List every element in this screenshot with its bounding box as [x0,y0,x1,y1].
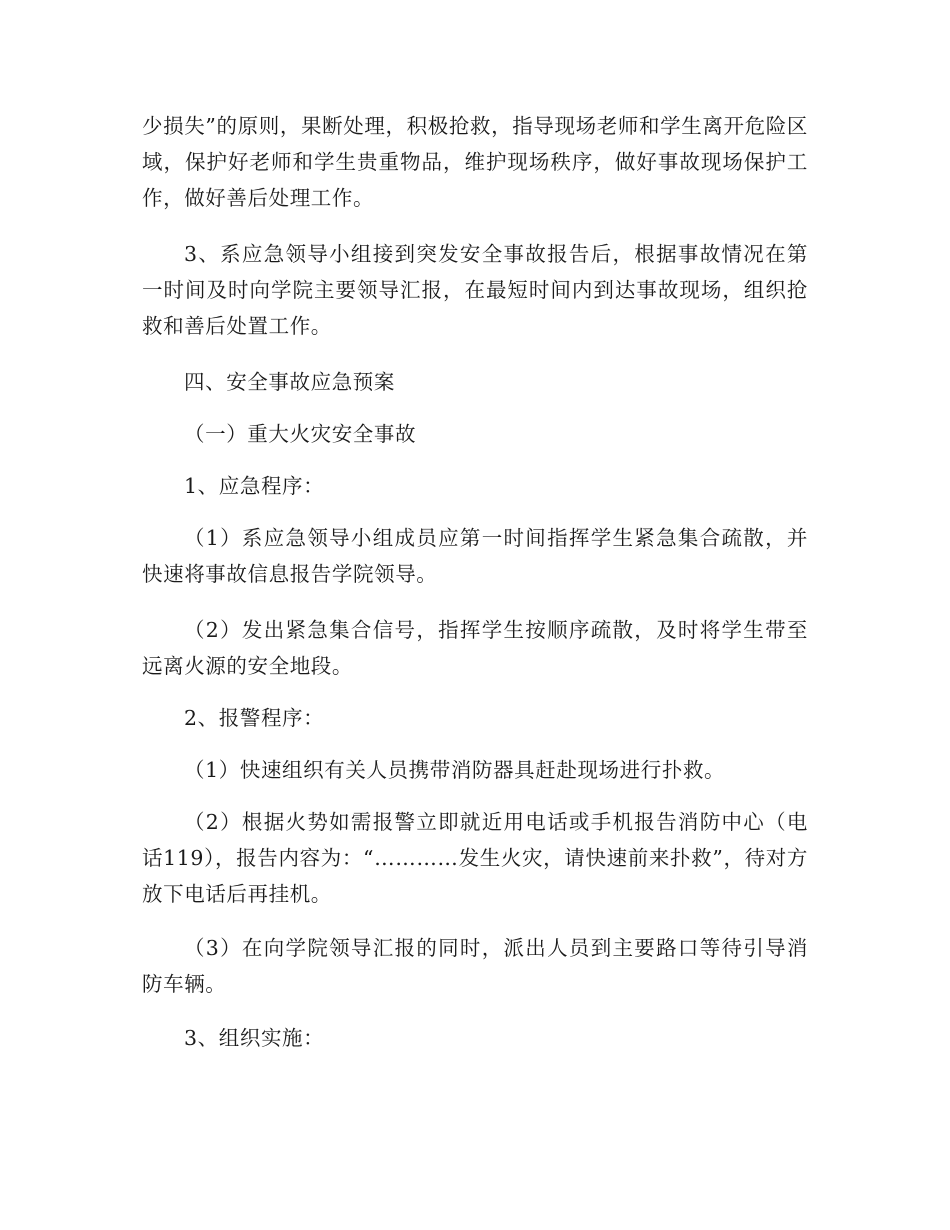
section-heading-emergency-plan: 四、安全事故应急预案 [184,370,395,394]
paragraph-item-3-leadership-report: 3、系应急领导小组接到突发安全事故报告后，根据事故情况在第一时间及时向学院主要领导汇报，在最短时间内到达事故现场，组织抢救和善后处置工作。 [142,242,808,338]
heading-alarm-procedure: 2、报警程序： [184,706,325,730]
paragraph-procedure-2: （2）发出紧急集合信号，指挥学生按顺序疏散，及时将学生带至远离火源的安全地段。 [142,618,808,678]
heading-implementation: 3、组织实施： [184,1026,325,1050]
heading-emergency-procedure: 1、应急程序： [184,474,325,498]
paragraph-procedure-1: （1）系应急领导小组成员应第一时间指挥学生紧急集合疏散，并快速将事故信息报告学院领导。 [142,526,808,586]
subsection-heading-major-fire: （一）重大火灾安全事故 [184,422,417,446]
paragraph-continuation-principle: 少损失”的原则，果断处理，积极抢救，指导现场老师和学生离开危险区域，保护好老师和学生贵重物品，维护现场秩序，做好事故现场保护工作，做好善后处理工作。 [142,114,808,210]
paragraph-alarm-2: （2）根据火势如需报警立即就近用电话或手机报告消防中心（电话119），报告内容为：“…………发生火灾，请快速前来扑救”，待对方放下电话后再挂机。 [142,810,808,906]
paragraph-alarm-3: （3）在向学院领导汇报的同时，派出人员到主要路口等待引导消防车辆。 [142,936,808,996]
paragraph-alarm-1: （1）快速组织有关人员携带消防器具赶赴现场进行扑救。 [184,758,726,782]
